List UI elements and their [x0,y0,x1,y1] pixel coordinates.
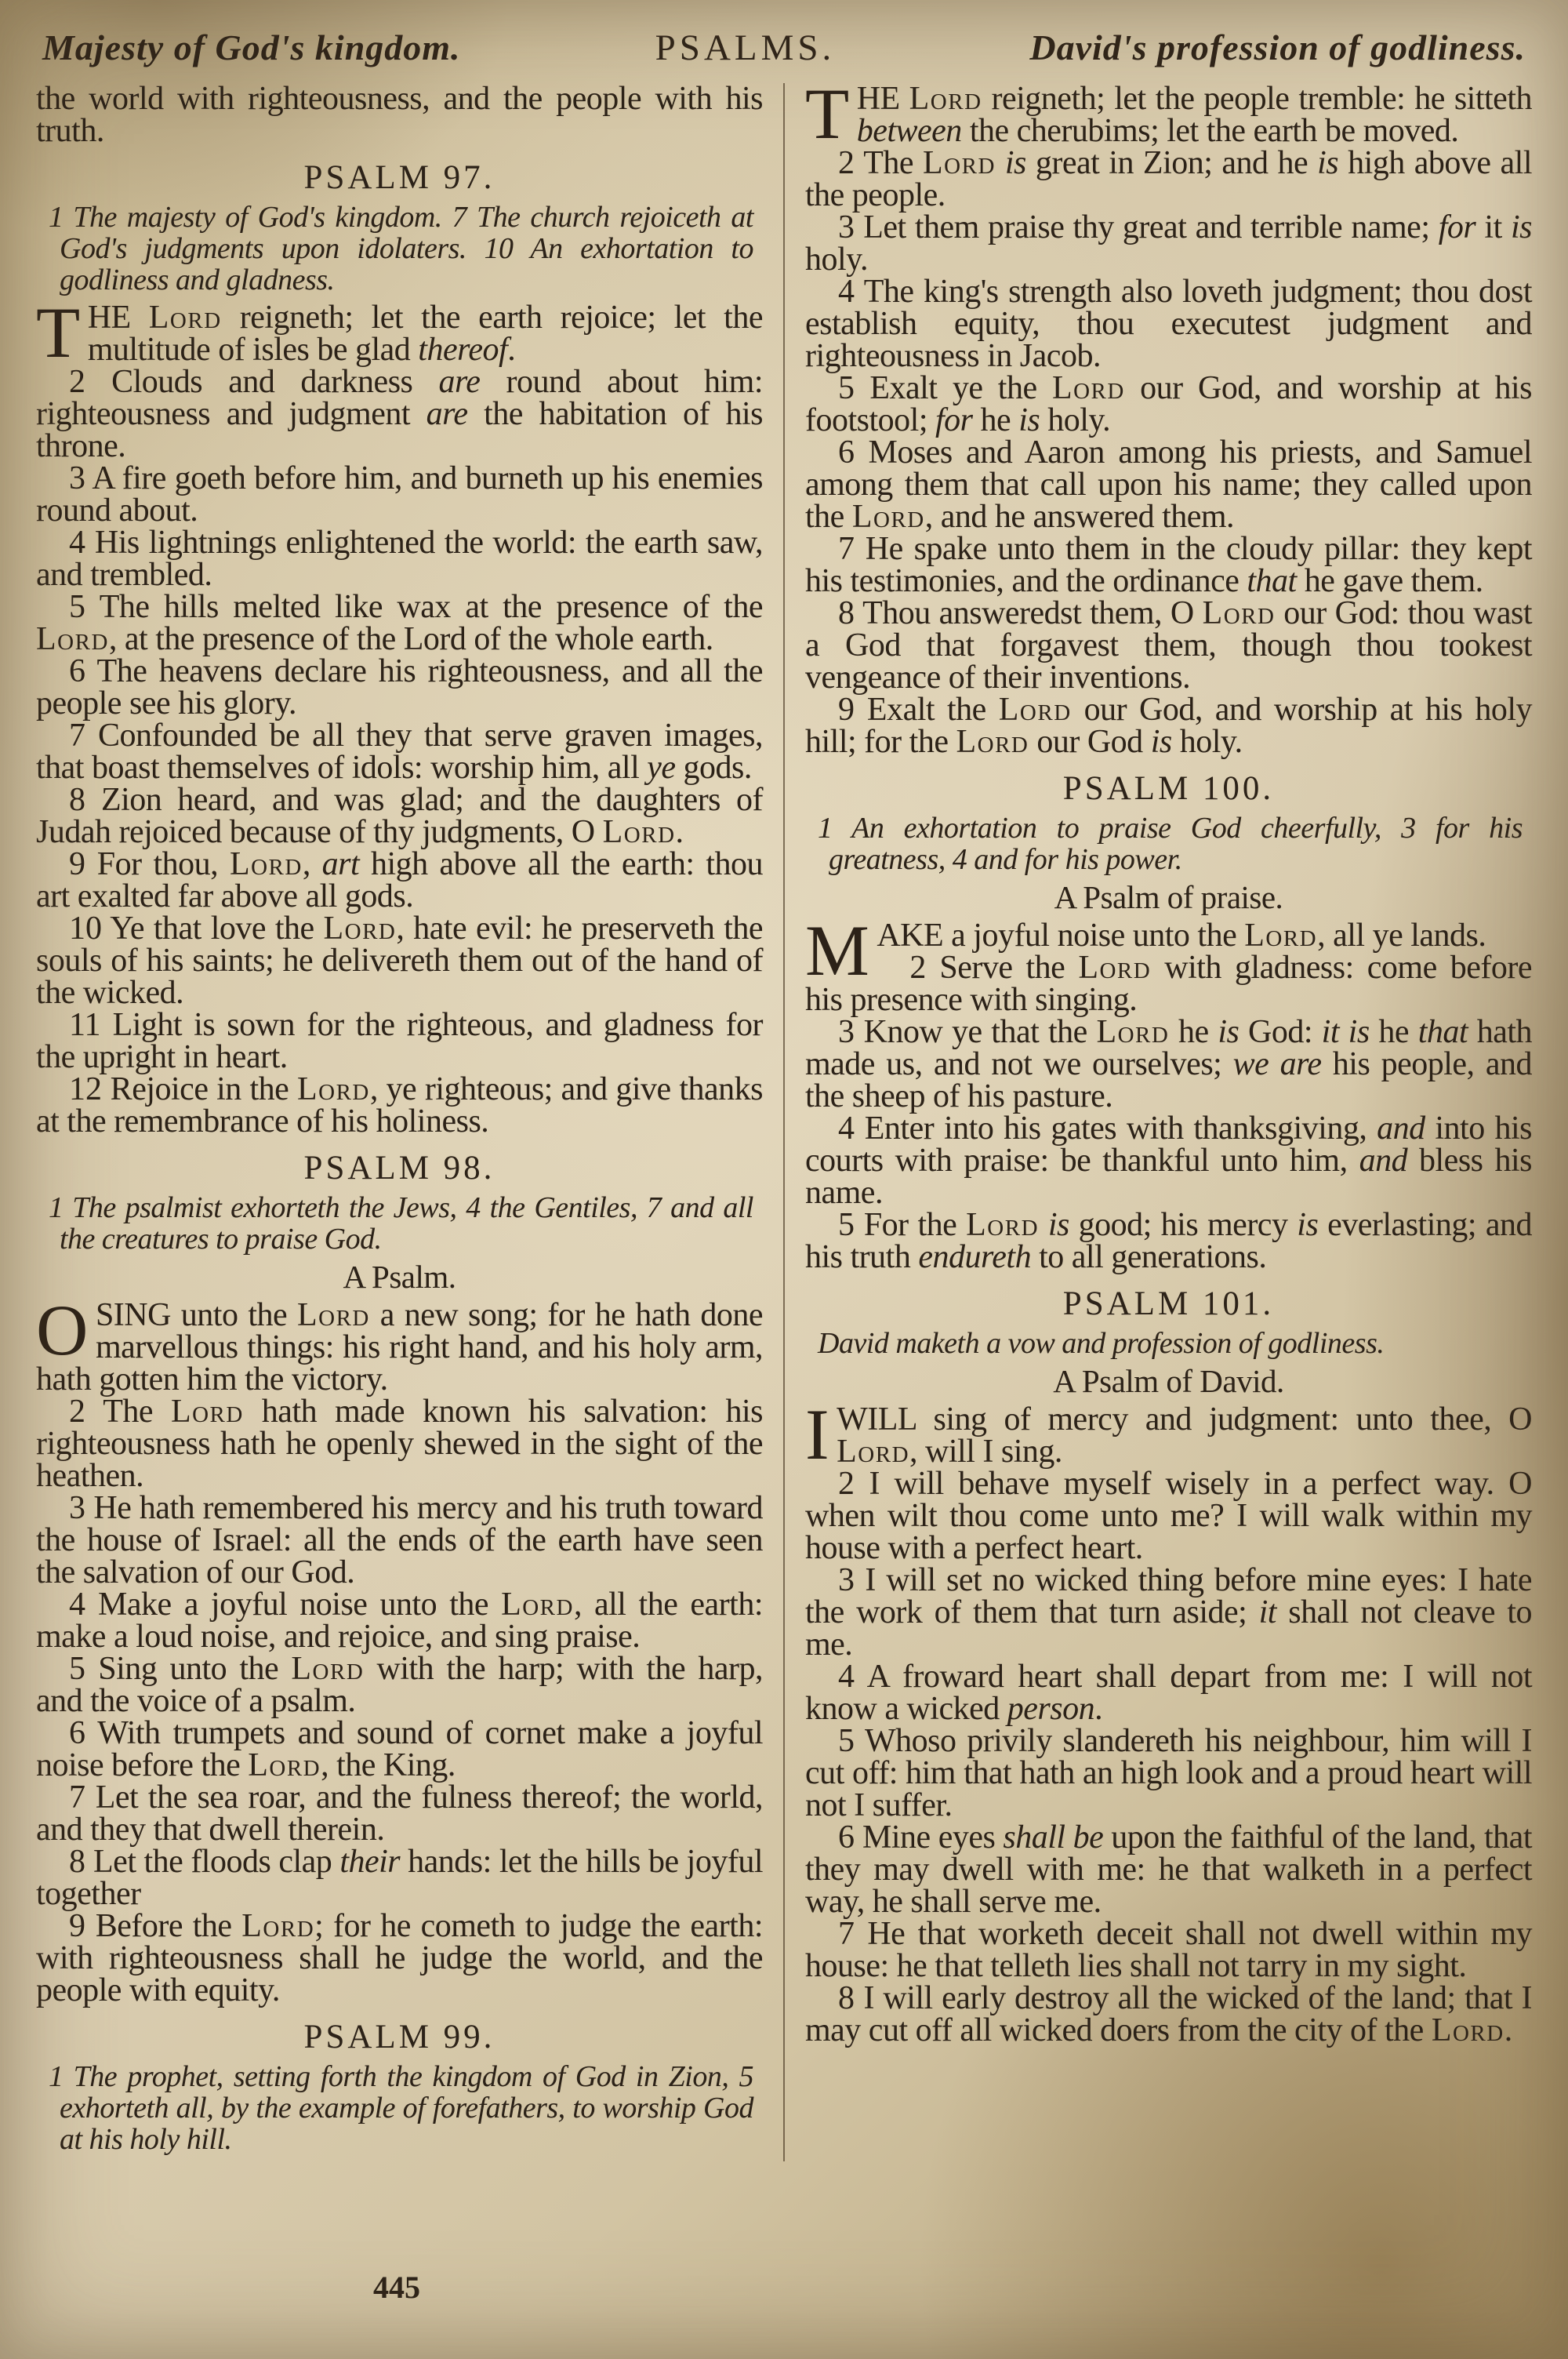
verse: 3 A fire goeth before him, and burneth up his enemies round about. [36,460,763,529]
lord-smallcaps: Lord [602,814,676,850]
italic-word: and [1377,1110,1425,1147]
running-header [36,27,1532,69]
dropcap-letter: T [805,74,849,154]
verse-number: 5 [69,1651,85,1687]
italic-word: are [426,396,468,432]
verse: 6 Moses and Aaron among his priests, and Samuel among them that call upon his name; they called upon the Lord, and he answered them. [805,434,1532,535]
italic-word: thereof [418,332,508,368]
verse: 5 Whoso privily slandereth his neighbour, him will I cut off: him that hath an high look and a proud heart will not I suffer. [805,1723,1532,1823]
verse: 2 I will behave myself wisely in a perfect way. O when wilt thou come unto me? I will walk within my house with a perfect heart. [805,1466,1532,1566]
verse-number: 3 [838,1014,855,1050]
italic-word: is [1297,1207,1319,1243]
verse-number: 5 [838,1723,855,1759]
verse: 2 The Lord is great in Zion; and he is high above all the people. [805,145,1533,213]
verse-number: 6 [69,1715,85,1751]
psalm-summary: David maketh a vow and profession of godliness. [818,1327,1385,1360]
verse-number: 4 [69,1587,85,1623]
verse: 4 A froward heart shall depart from me: I will not know a wicked person. [805,1659,1532,1727]
verse-number: 3 [838,1562,855,1598]
italic-word: for [1438,209,1476,245]
page-number: 445 [373,2270,420,2305]
lord-smallcaps: Lord [1244,918,1318,954]
verse-number: 2 [838,1466,855,1502]
verse-number: 8 [838,1980,855,2016]
verse-number: 7 [838,531,855,567]
verse-number: 5 [838,370,855,406]
verse: 9 Before the Lord; for he cometh to judge the earth: with righteousness shall he judge the world, and the people with equity. [36,1908,763,2008]
psalm-summary: 1 The majesty of God's kingdom. 7 The church rejoiceth at God's judgments upon idolaters. 10 An exhortation to godliness and gladness. [49,201,753,296]
verse: 4 The king's strength also loveth judgment; thou dost establish equity, thou executest judgment and righteousness in Jacob. [805,274,1532,374]
verse-number: 9 [69,846,85,882]
verse: 11 Light is sown for the righteous, and gladness for the upright in heart. [36,1007,763,1075]
lord-smallcaps: Lord [248,1747,321,1783]
verse: 7 Let the sea roar, and the fulness thereof; the world, and they that dwell therein. [36,1779,763,1848]
italic-word: are [438,364,481,400]
lord-smallcaps: Lord [923,145,996,181]
verse: 8 Zion heard, and was glad; and the daughters of Judah rejoiced because of thy judgments, O Lord. [36,782,763,850]
verse-number: 5 [838,1207,855,1243]
verse-number: 5 [69,589,85,625]
italic-word: is [1004,145,1026,181]
verse-number: 11 [69,1007,101,1043]
verse: 3 Know ye that the Lord he is God: it is he that hath made us, and not we ourselves; we are his people, and the sheep of his pasture. [805,1014,1533,1114]
lord-smallcaps: Lord [837,1434,910,1470]
lord-smallcaps: Lord [956,724,1029,760]
verse: 2 Clouds and darkness are round about him: righteousness and judgment are the habitation of his throne. [36,364,763,464]
italic-word: is [1317,145,1339,181]
italic-word: we are [1232,1046,1322,1082]
page-title: PSALMS. [655,27,836,68]
verse: 12 Rejoice in the Lord, ye righteous; and give thanks at the remembrance of his holiness. [36,1071,763,1140]
verse-number: 8 [69,1844,85,1880]
lord-smallcaps: Lord [909,81,982,117]
lord-smallcaps: Lord [241,1908,315,1944]
lord-smallcaps: Lord [170,1394,244,1430]
psalm-heading: PSALM 98. [303,1150,495,1187]
verse-number: 8 [838,595,855,631]
verse-first: MAKE a joyful noise unto the Lord, all ye lands. [805,911,1486,990]
italic-word: that [1247,563,1297,599]
verse: 7 He spake unto them in the cloudy pillar: they kept his testimonies, and the ordinance that he gave them. [805,531,1532,599]
verse: 8 Let the floods clap their hands: let the hills be joyful together [36,1844,763,1912]
lord-smallcaps: Lord [1078,950,1152,986]
continuation-paragraph: the world with righteousness, and the people with his truth. [36,81,763,149]
verse-number: 2 [69,1394,85,1430]
lord-smallcaps: Lord [1096,1014,1170,1050]
italic-word: is [1510,209,1532,245]
verse: 3 Let them praise thy great and terrible name; for it is holy. [805,209,1532,278]
verse-number: 2 [909,950,927,986]
verse-number: 3 [69,1490,85,1526]
verse: 9 Exalt the Lord our God, and worship at his holy hill; for the Lord our God is holy. [805,692,1532,760]
italic-word: it is [1321,1014,1370,1050]
italic-word: ye [647,750,676,786]
lord-smallcaps: Lord [1202,595,1276,631]
verse-number: 4 [69,525,85,561]
verse-number: 4 [838,1110,855,1147]
italic-word: art [321,846,360,882]
left-column [36,83,783,2161]
verse-number: 7 [69,718,85,754]
lord-smallcaps: Lord [291,1651,365,1687]
verse: 5 The hills melted like wax at the presence of the Lord, at the presence of the Lord of the whole earth. [36,589,763,657]
verse-number: 9 [69,1908,85,1944]
italic-word: for [935,402,973,438]
verse: 10 Ye that love the Lord, hate evil: he preserveth the souls of his saints; he delivereth them out of the hand of the wicked. [36,911,764,1011]
lord-smallcaps: Lord [296,1297,370,1333]
psalm-subtitle: A Psalm of praise. [1054,879,1283,915]
verse: 3 He hath remembered his mercy and his truth toward the house of Israel: all the ends of the earth have seen the salvation of our God. [36,1490,763,1590]
verse: 5 Sing unto the Lord with the harp; with the harp, and the voice of a psalm. [36,1651,763,1719]
verse-number: 3 [838,209,855,245]
verse-first: THE Lord reigneth; let the earth rejoice; let the multitude of isles be glad thereof. [36,293,763,373]
lord-smallcaps: Lord [1431,2012,1504,2048]
psalm-subtitle: A Psalm of David. [1053,1363,1284,1399]
running-head-right: David's profession of godliness. [1029,27,1526,67]
running-head-left: Majesty of God's kingdom. [42,27,461,67]
verse: 2 Serve the Lord with gladness: come before his presence with singing. [805,950,1532,1018]
psalm-heading: PSALM 101. [1062,1285,1275,1322]
verse: 3 I will set no wicked thing before mine eyes: I hate the work of them that turn aside; it shall not cleave to me. [805,1562,1532,1663]
italic-word: person [1007,1691,1095,1727]
verse-number: 7 [838,1916,855,1952]
verse-number: 6 [838,1819,855,1856]
verse: 9 For thou, Lord, art high above all the earth: thou art exalted far above all gods. [36,846,764,914]
italic-word: is [1047,1207,1069,1243]
lord-smallcaps: Lord [1051,370,1125,406]
verse-number: 3 [69,460,85,496]
psalm-summary: 1 The prophet, setting forth the kingdom of God in Zion, 5 exhorteth all, by the example of forefathers, to worship God at his holy hill. [49,2060,753,2156]
verse: 7 Confounded be all they that serve graven images, that boast themselves of idols: worship him, all ye gods. [36,718,763,786]
verse-number: 4 [838,1659,855,1695]
lord-smallcaps: Lord [998,692,1072,728]
psalm-heading: PSALM 100. [1062,770,1275,807]
italic-word: is [1218,1014,1240,1050]
lord-smallcaps: Lord [229,846,303,882]
dropcap-letter: I [805,1394,829,1474]
verse-first: OSING unto the Lord a new song; for he hath done marvellous things: his right hand, and his holy arm, hath gotten him the victory. [36,1290,763,1398]
italic-word: between [856,113,962,149]
lord-smallcaps: Lord [36,621,109,657]
psalm-summary: 1 An exhortation to praise God cheerfully, 3 for his greatness, 4 and for his power. [818,812,1523,876]
verse: 4 His lightnings enlightened the world: the earth saw, and trembled. [36,525,763,593]
lord-smallcaps: Lord [148,300,222,336]
verse: 5 Exalt ye the Lord our God, and worship at his footstool; for he is holy. [805,370,1532,438]
verse-number: 9 [838,692,855,728]
lord-smallcaps: Lord [501,1587,574,1623]
verse: 4 Make a joyful noise unto the Lord, all the earth: make a loud noise, and rejoice, and sing praise. [36,1587,763,1655]
verse-first: IWILL sing of mercy and judgment: unto thee, O Lord, will I sing. [805,1394,1532,1474]
italic-word: shall be [1003,1819,1104,1856]
italic-word: and [1359,1143,1408,1179]
verse: 5 For the Lord is good; his mercy is everlasting; and his truth endureth to all generations. [805,1207,1533,1275]
italic-word: is [1150,724,1172,760]
verse-number: 2 [838,145,855,181]
verse: 6 The heavens declare his righteousness, and all the people see his glory. [36,653,763,722]
right-column [785,74,1533,2161]
italic-word: is [1018,402,1040,438]
lord-smallcaps: Lord [296,1071,370,1107]
verse-number: 12 [69,1071,102,1107]
verse: 8 Thou answeredst them, O Lord our God: thou wast a God that forgavest them, though thou tookest vengeance of their inventions. [805,595,1532,696]
verse-number: 4 [838,274,855,310]
verse: 4 Enter into his gates with thanksgiving, and into his courts with praise: be thankful unto him, and bless his name. [805,1110,1533,1211]
verse-number: 8 [69,782,85,818]
verse-number: 2 [69,364,85,400]
verse-number: 10 [69,911,102,947]
psalm-heading: PSALM 99. [303,2019,495,2055]
verse: 7 He that worketh deceit shall not dwell within my house: he that telleth lies shall not tarry in my sight. [805,1916,1532,1984]
italic-word: their [339,1844,401,1880]
verse-first: THE Lord reigneth; let the people tremble: he sitteth between the cherubims; let the earth be moved. [805,74,1532,154]
text-columns [36,74,1533,2161]
psalm-heading: PSALM 97. [303,159,495,196]
lord-smallcaps: Lord [851,499,925,535]
dropcap-letter: T [36,293,80,373]
verse-number: 6 [69,653,85,689]
verse: 6 With trumpets and sound of cornet make a joyful noise before the Lord, the King. [36,1715,763,1783]
italic-word: it [1258,1594,1276,1630]
verse: 2 The Lord hath made known his salvation: his righteousness hath he openly shewed in the sight of the heathen. [36,1394,763,1494]
verse: 8 I will early destroy all the wicked of the land; that I may cut off all wicked doers from the city of the Lord. [805,1980,1532,2048]
verse-number: 6 [838,434,855,471]
lord-smallcaps: Lord [323,911,397,947]
psalm-summary: 1 The psalmist exhorteth the Jews, 4 the Gentiles, 7 and all the creatures to praise God. [49,1191,753,1256]
lord-smallcaps: Lord [966,1207,1040,1243]
psalm-subtitle: A Psalm. [343,1259,456,1295]
verse: 6 Mine eyes shall be upon the faithful of the land, that they may dwell with me: he that walketh in a perfect way, he shall serve me. [805,1819,1532,1920]
dropcap-letter: O [36,1290,88,1370]
dropcap-letter: M [805,911,869,990]
italic-word: that [1417,1014,1468,1050]
italic-word: endureth [918,1239,1032,1275]
verse-number: 7 [69,1779,85,1816]
